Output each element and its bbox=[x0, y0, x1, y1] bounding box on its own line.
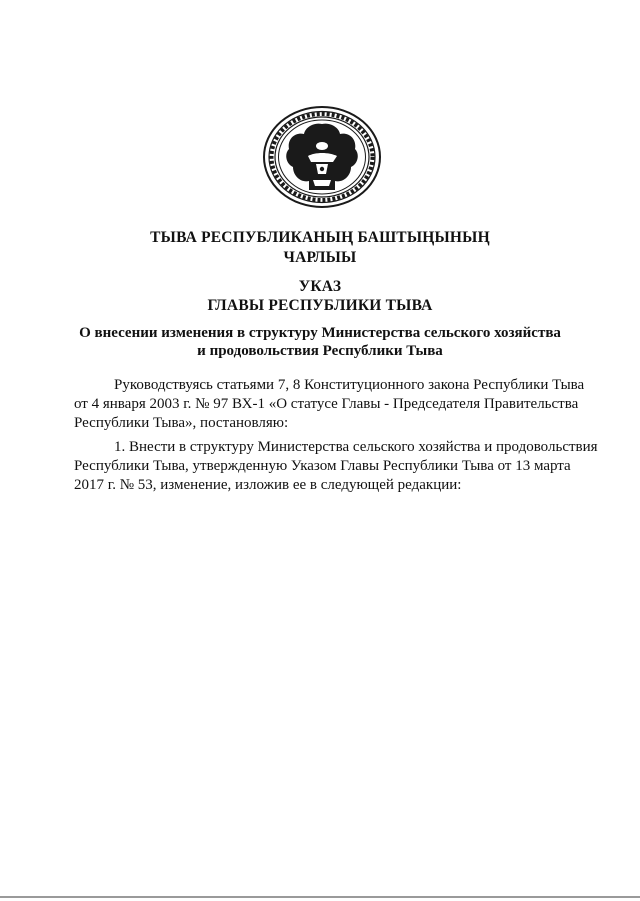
paragraph-line: Республики Тыва, утвержденную Указом Главы Республики Тыва от 13 марта bbox=[74, 458, 571, 474]
paragraph-line: 2017 г. № 53, изменение, изложив ее в следующей редакции: bbox=[74, 477, 462, 493]
decree-type: УКАЗ bbox=[298, 278, 342, 295]
subject-line1: О внесении изменения в структуру Министерства сельского хозяйства bbox=[79, 325, 561, 341]
paragraph-line: 1. Внести в структуру Министерства сельского хозяйства и продовольствия bbox=[114, 439, 598, 455]
decree-issuer: ГЛАВЫ РЕСПУБЛИКИ ТЫВА bbox=[207, 297, 433, 314]
header-title-line1: ТЫВА РЕСПУБЛИКАНЫҢ БАШТЫҢЫНЫҢ bbox=[150, 229, 490, 246]
coat-of-arms-icon bbox=[261, 104, 383, 210]
paragraph-item-1 bbox=[74, 438, 598, 495]
paragraph-preamble bbox=[74, 376, 585, 433]
paragraph-line: Руководствуясь статьями 7, 8 Конституционного закона Республики Тыва bbox=[114, 377, 585, 393]
paragraph-line: от 4 января 2003 г. № 97 ВХ-1 «О статусе Главы - Председателя Правительства bbox=[74, 396, 579, 412]
paragraph-line: Республики Тыва», постановляю: bbox=[74, 415, 289, 431]
scan-edge-line bbox=[0, 896, 640, 898]
header-title-line2: ЧАРЛЫЫ bbox=[283, 249, 357, 266]
subject-line2: и продовольствия Республики Тыва bbox=[197, 343, 443, 359]
